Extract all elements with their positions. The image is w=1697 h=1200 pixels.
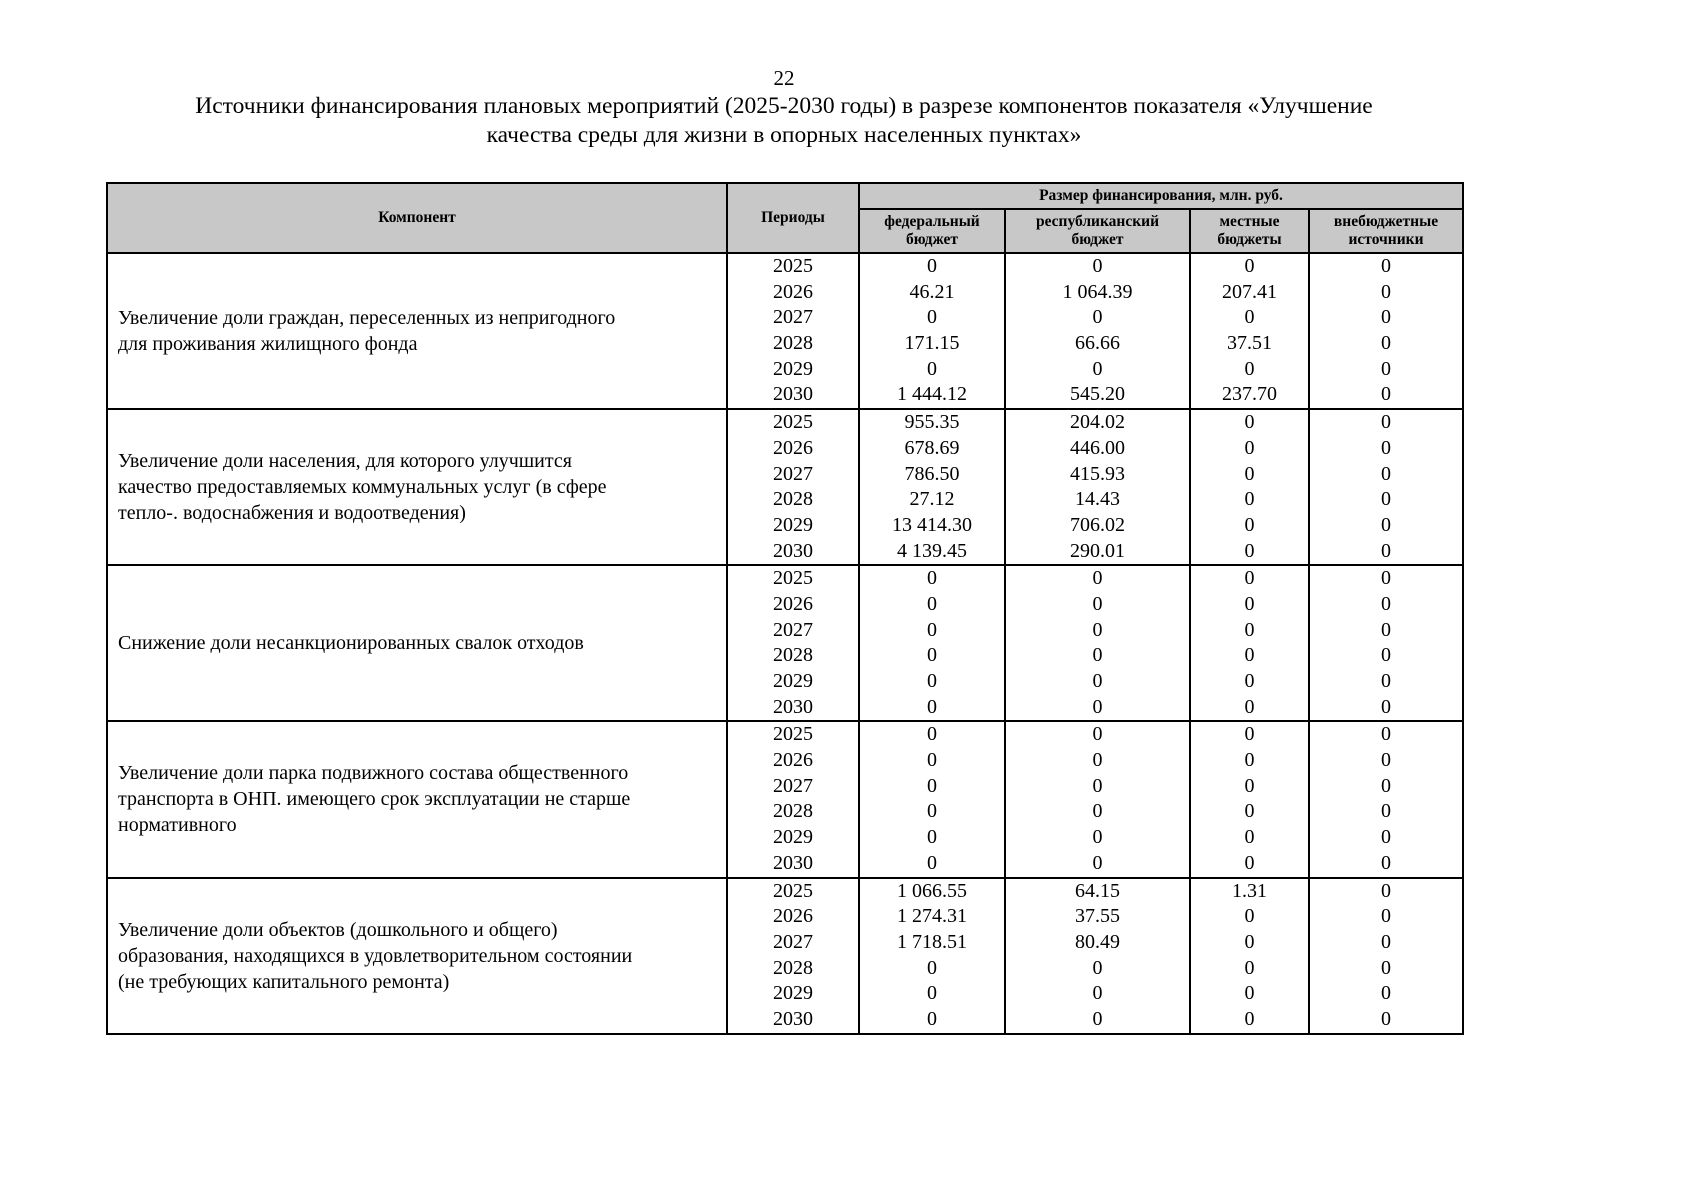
offbudget-value: 0 bbox=[1381, 383, 1391, 406]
federal-value: 955.35 bbox=[904, 411, 960, 434]
offbudget-value: 0 bbox=[1381, 618, 1391, 641]
offbudget-value: 0 bbox=[1381, 462, 1391, 485]
republican-value: 0 bbox=[1092, 774, 1103, 797]
component-line: нормативного bbox=[118, 814, 237, 837]
component-line: транспорта в ОНП. имеющего срок эксплуатации не старше bbox=[118, 788, 631, 811]
republican-value: 0 bbox=[1092, 695, 1103, 718]
period-value: 2026 bbox=[773, 436, 813, 459]
republican-value: 0 bbox=[1092, 826, 1103, 849]
period-value: 2028 bbox=[773, 644, 813, 667]
offbudget-value: 0 bbox=[1381, 982, 1391, 1005]
financing-table bbox=[106, 182, 1464, 1035]
offbudget-value: 0 bbox=[1381, 879, 1391, 902]
header-offbudget-line: внебюджетные bbox=[1333, 213, 1439, 230]
period-value: 2027 bbox=[773, 618, 813, 641]
header-republican-line: республиканский bbox=[1035, 213, 1160, 230]
title-line: качества среды для жизни в опорных населенных пунктах» bbox=[486, 122, 1082, 148]
local-value: 0 bbox=[1244, 357, 1255, 380]
local-value: 0 bbox=[1244, 306, 1255, 329]
local-value: 37.51 bbox=[1227, 332, 1272, 355]
local-cell bbox=[1190, 565, 1309, 721]
republican-value: 545.20 bbox=[1070, 383, 1125, 406]
period-value: 2029 bbox=[773, 670, 813, 692]
offbudget-cell bbox=[1309, 253, 1463, 409]
table-row bbox=[107, 253, 1463, 409]
period-value: 2025 bbox=[773, 567, 813, 590]
offbudget-value: 0 bbox=[1381, 749, 1391, 772]
offbudget-value: 0 bbox=[1381, 357, 1391, 380]
federal-value: 4 139.45 bbox=[897, 539, 967, 562]
federal-value: 0 bbox=[927, 567, 937, 590]
offbudget-value: 0 bbox=[1381, 332, 1391, 355]
period-value: 2030 bbox=[773, 1007, 813, 1030]
header-offbudget-line: источники bbox=[1348, 231, 1424, 248]
federal-value: 13 414.30 bbox=[892, 513, 972, 536]
local-cell bbox=[1190, 409, 1309, 565]
period-value: 2029 bbox=[773, 826, 813, 849]
offbudget-cell bbox=[1309, 878, 1463, 1034]
republican-value: 0 bbox=[1092, 723, 1103, 746]
title-line: Источники финансирования плановых мероприятий (2025-2030 годы) в разрезе компонентов показателя «Улучшение bbox=[195, 93, 1373, 119]
local-cell bbox=[1190, 878, 1309, 1034]
period-value: 2026 bbox=[773, 905, 813, 928]
republican-value: 0 bbox=[1092, 851, 1103, 874]
local-value: 0 bbox=[1244, 800, 1255, 823]
local-value: 0 bbox=[1244, 618, 1255, 641]
local-value: 0 bbox=[1244, 826, 1255, 849]
component-line: Увеличение доли объектов (дошкольного и общего) bbox=[118, 918, 558, 941]
period-value: 2027 bbox=[773, 930, 813, 953]
republican-value: 0 bbox=[1092, 1007, 1103, 1030]
period-value: 2027 bbox=[773, 774, 813, 797]
offbudget-value: 0 bbox=[1381, 306, 1391, 329]
republican-value: 0 bbox=[1092, 800, 1103, 823]
component-line: тепло-. водоснабжения и водоотведения) bbox=[118, 502, 466, 525]
local-value: 0 bbox=[1244, 982, 1255, 1005]
offbudget-value: 0 bbox=[1381, 956, 1391, 979]
offbudget-value: 0 bbox=[1381, 488, 1391, 511]
federal-cell bbox=[859, 878, 1005, 1034]
period-value: 2025 bbox=[773, 879, 813, 902]
header-component: Компонент bbox=[107, 183, 727, 253]
period-value: 2030 bbox=[773, 695, 813, 718]
component-line: Снижение доли несанкционированных свалок отходов bbox=[118, 632, 584, 655]
periods-cell bbox=[727, 253, 859, 409]
table-row bbox=[107, 878, 1463, 1034]
period-value: 2028 bbox=[773, 488, 813, 511]
republican-value: 0 bbox=[1092, 749, 1103, 772]
header-federal-line: федеральный bbox=[884, 213, 980, 230]
offbudget-value: 0 bbox=[1381, 695, 1391, 718]
period-value: 2025 bbox=[773, 255, 813, 277]
federal-value: 1 066.55 bbox=[897, 879, 967, 902]
local-value: 0 bbox=[1244, 930, 1255, 953]
local-value: 0 bbox=[1244, 956, 1255, 979]
component-line: Увеличение доли граждан, переселенных из непригодного bbox=[118, 307, 616, 330]
local-value: 0 bbox=[1244, 774, 1255, 797]
document-title bbox=[110, 92, 1458, 150]
header-funding-group: Размер финансирования, млн. руб. bbox=[859, 183, 1463, 209]
republican-value: 0 bbox=[1092, 982, 1103, 1005]
federal-value: 0 bbox=[927, 723, 937, 746]
component-line: образования, находящихся в удовлетворительном состоянии bbox=[118, 944, 633, 967]
republican-cell bbox=[1005, 409, 1190, 565]
header-republican-line: бюджет bbox=[1071, 231, 1124, 248]
republican-value: 80.49 bbox=[1075, 930, 1120, 953]
federal-value: 0 bbox=[927, 851, 937, 874]
federal-value: 1 444.12 bbox=[897, 383, 967, 406]
republican-value: 446.00 bbox=[1070, 436, 1125, 459]
republican-cell bbox=[1005, 253, 1190, 409]
republican-value: 1 064.39 bbox=[1062, 280, 1133, 303]
republican-value: 290.01 bbox=[1070, 539, 1125, 562]
period-value: 2030 bbox=[773, 539, 813, 562]
offbudget-value: 0 bbox=[1381, 905, 1391, 928]
component-cell bbox=[107, 565, 727, 721]
periods-cell bbox=[727, 409, 859, 565]
local-value: 0 bbox=[1244, 1007, 1255, 1030]
local-value: 0 bbox=[1244, 539, 1255, 562]
period-value: 2027 bbox=[773, 306, 813, 329]
table-row bbox=[107, 721, 1463, 877]
offbudget-value: 0 bbox=[1381, 826, 1391, 849]
offbudget-value: 0 bbox=[1381, 774, 1391, 797]
federal-value: 0 bbox=[927, 1007, 937, 1030]
offbudget-value: 0 bbox=[1381, 280, 1391, 303]
offbudget-cell bbox=[1309, 409, 1463, 565]
offbudget-value: 0 bbox=[1381, 567, 1391, 590]
header-local-line: местные bbox=[1219, 213, 1280, 230]
federal-value: 46.21 bbox=[909, 280, 955, 303]
offbudget-value: 0 bbox=[1381, 513, 1391, 536]
offbudget-value: 0 bbox=[1381, 436, 1391, 459]
header-republican bbox=[1005, 209, 1190, 253]
local-value: 0 bbox=[1244, 851, 1255, 874]
table-header bbox=[107, 183, 1463, 253]
federal-value: 1 274.31 bbox=[897, 905, 967, 928]
period-value: 2026 bbox=[773, 280, 813, 303]
offbudget-value: 0 bbox=[1381, 670, 1391, 692]
republican-value: 0 bbox=[1092, 357, 1103, 380]
local-value: 0 bbox=[1244, 411, 1255, 434]
republican-value: 706.02 bbox=[1070, 513, 1125, 536]
local-value: 0 bbox=[1244, 644, 1255, 667]
period-value: 2029 bbox=[773, 357, 813, 380]
federal-value: 0 bbox=[927, 592, 937, 615]
local-value: 0 bbox=[1244, 670, 1255, 692]
offbudget-value: 0 bbox=[1381, 539, 1391, 562]
local-value: 0 bbox=[1244, 513, 1255, 536]
republican-value: 0 bbox=[1092, 567, 1103, 590]
federal-value: 786.50 bbox=[904, 462, 960, 485]
period-value: 2028 bbox=[773, 800, 813, 823]
header-offbudget bbox=[1309, 209, 1463, 253]
period-value: 2029 bbox=[773, 513, 813, 536]
republican-cell bbox=[1005, 878, 1190, 1034]
header-local bbox=[1190, 209, 1309, 253]
component-cell bbox=[107, 878, 727, 1034]
component-line: Увеличение доли парка подвижного состава общественного bbox=[118, 762, 629, 785]
local-value: 0 bbox=[1244, 488, 1255, 511]
republican-value: 415.93 bbox=[1070, 462, 1125, 485]
period-value: 2025 bbox=[773, 723, 813, 746]
federal-cell bbox=[859, 253, 1005, 409]
federal-value: 0 bbox=[927, 826, 937, 849]
republican-value: 0 bbox=[1092, 644, 1103, 667]
federal-value: 0 bbox=[927, 982, 937, 1005]
local-value: 237.70 bbox=[1222, 383, 1277, 406]
offbudget-value: 0 bbox=[1381, 723, 1391, 746]
offbudget-cell bbox=[1309, 565, 1463, 721]
component-line: для проживания жилищного фонда bbox=[118, 333, 418, 356]
offbudget-cell bbox=[1309, 721, 1463, 877]
offbudget-value: 0 bbox=[1381, 851, 1391, 874]
federal-value: 0 bbox=[927, 774, 937, 797]
period-value: 2026 bbox=[773, 592, 813, 615]
header-periods: Периоды bbox=[727, 183, 859, 253]
periods-cell bbox=[727, 565, 859, 721]
federal-value: 27.12 bbox=[909, 488, 955, 511]
period-value: 2026 bbox=[773, 749, 813, 772]
offbudget-value: 0 bbox=[1381, 1007, 1391, 1030]
federal-value: 0 bbox=[927, 306, 937, 329]
local-cell bbox=[1190, 721, 1309, 877]
local-value: 1.31 bbox=[1232, 879, 1267, 902]
republican-value: 64.15 bbox=[1075, 879, 1120, 902]
offbudget-value: 0 bbox=[1381, 644, 1391, 667]
federal-value: 0 bbox=[927, 618, 937, 641]
local-value: 0 bbox=[1244, 723, 1255, 746]
component-line: качество предоставляемых коммунальных услуг (в сфере bbox=[118, 476, 607, 499]
republican-value: 0 bbox=[1092, 618, 1103, 641]
federal-value: 678.69 bbox=[904, 436, 960, 459]
local-value: 0 bbox=[1244, 436, 1255, 459]
component-line: Увеличение доли населения, для которого улучшится bbox=[118, 450, 572, 473]
republican-value: 0 bbox=[1092, 670, 1103, 692]
local-cell bbox=[1190, 253, 1309, 409]
republican-value: 0 bbox=[1092, 956, 1103, 979]
local-value: 0 bbox=[1244, 695, 1255, 718]
offbudget-value: 0 bbox=[1381, 800, 1391, 823]
page-number: 22 bbox=[773, 66, 795, 90]
federal-value: 1 718.51 bbox=[897, 930, 967, 953]
header-federal bbox=[859, 209, 1005, 253]
period-value: 2028 bbox=[773, 956, 813, 979]
federal-value: 0 bbox=[927, 670, 937, 692]
republican-value: 37.55 bbox=[1075, 905, 1120, 928]
table-body bbox=[107, 253, 1463, 1034]
republican-cell bbox=[1005, 565, 1190, 721]
republican-value: 0 bbox=[1092, 255, 1103, 277]
local-value: 0 bbox=[1244, 749, 1255, 772]
periods-cell bbox=[727, 721, 859, 877]
offbudget-value: 0 bbox=[1381, 592, 1391, 615]
federal-value: 0 bbox=[927, 357, 937, 380]
federal-value: 0 bbox=[927, 749, 937, 772]
period-value: 2028 bbox=[773, 332, 813, 355]
republican-value: 66.66 bbox=[1075, 332, 1120, 355]
component-cell bbox=[107, 721, 727, 877]
local-value: 0 bbox=[1244, 592, 1255, 615]
period-value: 2030 bbox=[773, 851, 813, 874]
republican-value: 0 bbox=[1092, 592, 1103, 615]
local-value: 0 bbox=[1244, 255, 1255, 277]
local-value: 0 bbox=[1244, 462, 1255, 485]
federal-cell bbox=[859, 565, 1005, 721]
table-row bbox=[107, 565, 1463, 721]
federal-value: 171.15 bbox=[904, 332, 960, 355]
component-cell bbox=[107, 409, 727, 565]
republican-value: 14.43 bbox=[1075, 488, 1120, 511]
table-row bbox=[107, 409, 1463, 565]
republican-cell bbox=[1005, 721, 1190, 877]
header-federal-line: бюджет bbox=[905, 231, 959, 248]
local-value: 0 bbox=[1244, 905, 1255, 928]
federal-value: 0 bbox=[927, 956, 937, 979]
header-local-line: бюджеты bbox=[1217, 231, 1282, 248]
component-cell bbox=[107, 253, 727, 409]
republican-value: 0 bbox=[1092, 306, 1103, 329]
period-value: 2029 bbox=[773, 982, 813, 1005]
federal-cell bbox=[859, 409, 1005, 565]
periods-cell bbox=[727, 878, 859, 1034]
offbudget-value: 0 bbox=[1381, 930, 1391, 953]
federal-value: 0 bbox=[927, 644, 937, 667]
federal-value: 0 bbox=[927, 800, 937, 823]
offbudget-value: 0 bbox=[1381, 255, 1391, 277]
period-value: 2025 bbox=[773, 411, 813, 434]
local-value: 207.41 bbox=[1222, 280, 1277, 303]
local-value: 0 bbox=[1244, 567, 1255, 590]
period-value: 2030 bbox=[773, 383, 813, 406]
offbudget-value: 0 bbox=[1381, 411, 1391, 434]
federal-cell bbox=[859, 721, 1005, 877]
federal-value: 0 bbox=[927, 695, 937, 718]
republican-value: 204.02 bbox=[1070, 411, 1125, 434]
component-line: (не требующих капитального ремонта) bbox=[118, 970, 450, 993]
federal-value: 0 bbox=[927, 255, 937, 277]
period-value: 2027 bbox=[773, 462, 813, 485]
